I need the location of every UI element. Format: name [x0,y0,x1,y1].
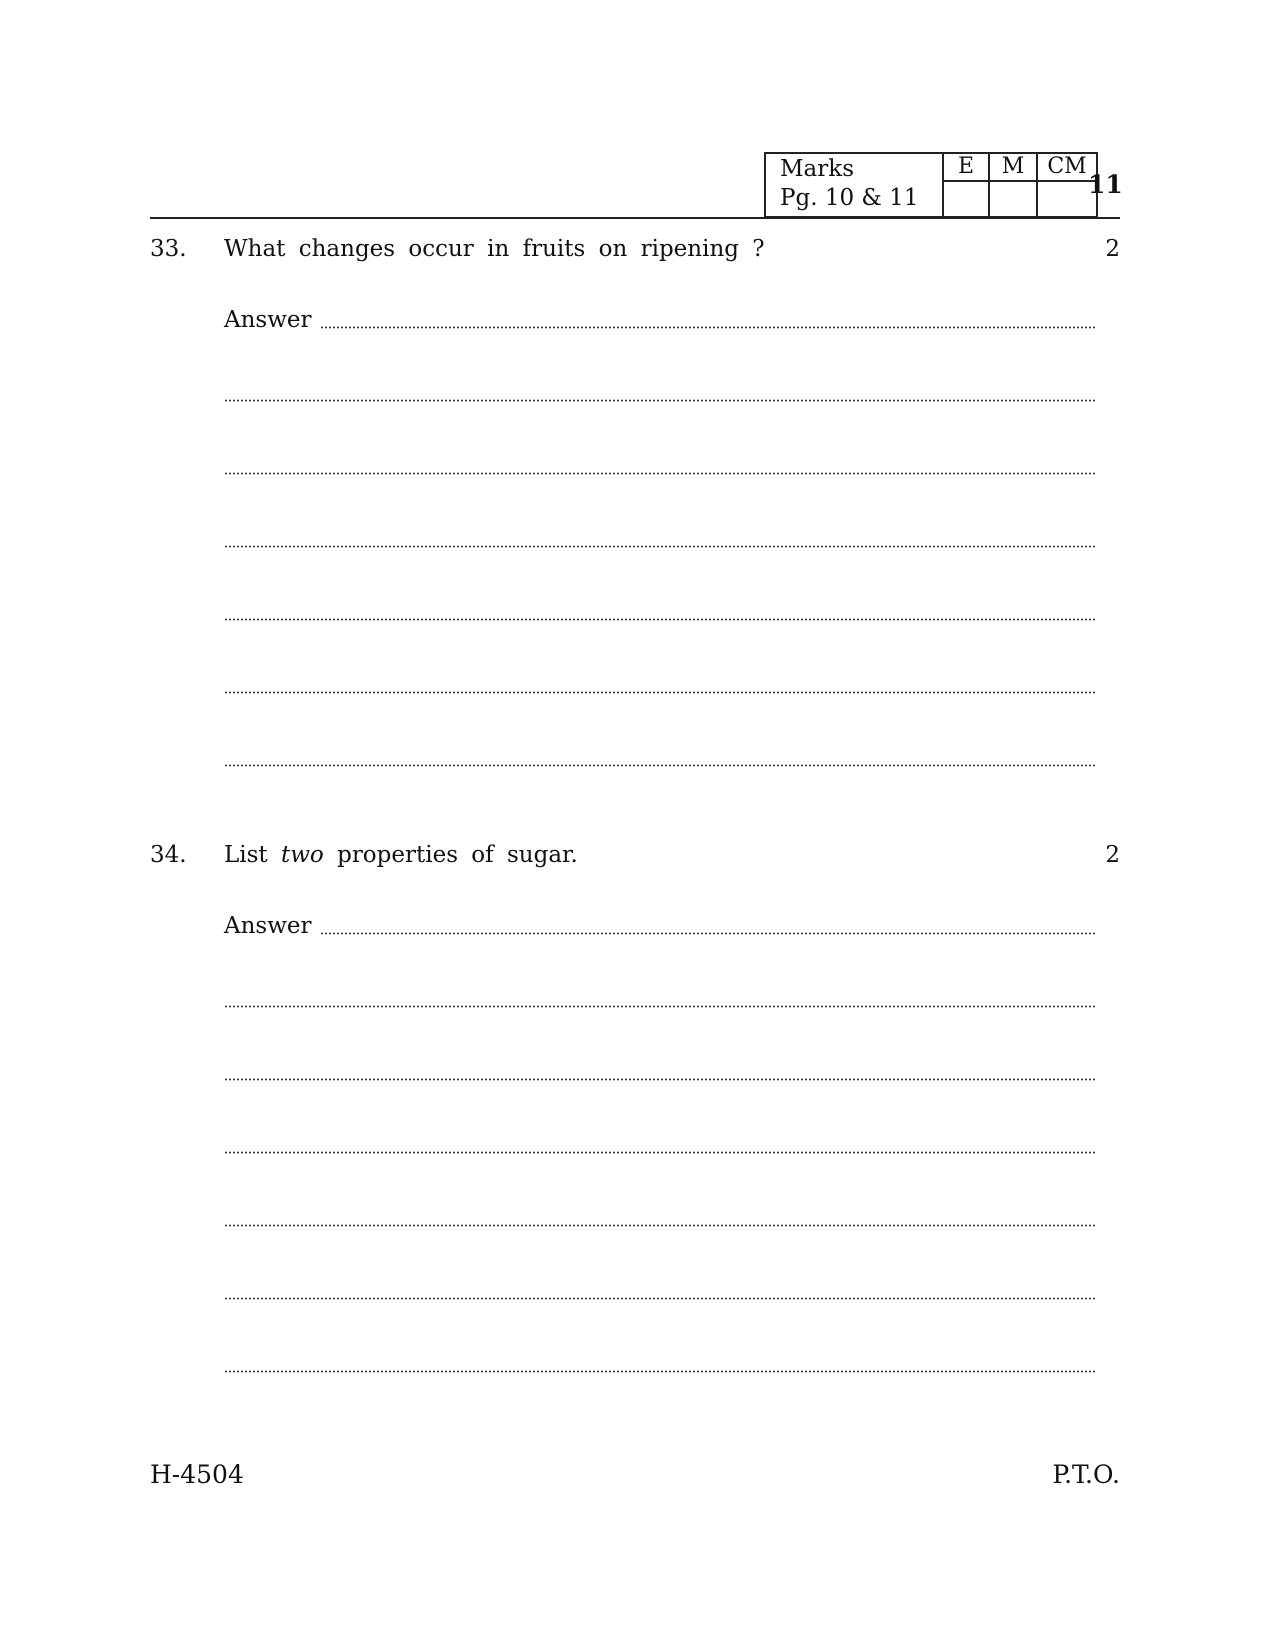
question-text-emphasis: two [281,842,324,868]
column-m-header: M [989,153,1037,181]
please-turn-over: P.T.O. [1052,1460,1120,1489]
answer-line[interactable] [224,1127,1096,1157]
header-divider [150,217,1120,219]
answer-line[interactable] [224,908,1096,938]
dotted-line [320,326,1096,329]
answer-line[interactable] [224,981,1096,1011]
answer-line[interactable] [224,594,1096,624]
column-cm-header: CM [1037,153,1097,181]
question-33 [150,236,1120,333]
dotted-line [224,1151,1096,1154]
marks-table [764,152,1098,218]
dotted-line [224,1078,1096,1081]
question-34 [150,842,1120,939]
question-text [224,842,578,868]
answer-line[interactable] [224,1054,1096,1084]
dotted-line [224,472,1096,475]
marks-label: Marks [780,156,854,182]
marks-pages: Pg. 10 & 11 [780,185,919,211]
dotted-line [224,545,1096,548]
dotted-line [224,618,1096,621]
question-text-start: List [224,842,268,868]
answer-line[interactable] [224,1200,1096,1230]
question-number: 34. [150,842,187,868]
answer-line[interactable] [224,667,1096,697]
dotted-line [224,1297,1096,1300]
answer-line[interactable] [224,740,1096,770]
question-row [150,236,1120,276]
answer-line[interactable] [224,302,1096,332]
page-number: 11 [1088,170,1123,199]
dotted-line [320,932,1096,935]
question-text: What changes occur in fruits on ripening ? [224,236,765,262]
answer-label: Answer [224,913,312,939]
answer-line[interactable] [224,1346,1096,1376]
question-row [150,842,1120,882]
dotted-line [224,1005,1096,1008]
answer-line[interactable] [224,521,1096,551]
question-marks: 2 [1105,236,1120,262]
dotted-line [224,1370,1096,1373]
dotted-line [224,691,1096,694]
dotted-line [224,764,1096,767]
dotted-line [224,399,1096,402]
marks-label-cell [765,153,943,217]
question-marks: 2 [1105,842,1120,868]
answer-line[interactable] [224,448,1096,478]
answer-line[interactable] [224,1273,1096,1303]
answer-label: Answer [224,307,312,333]
question-text-end: properties of sugar. [337,842,578,868]
answer-line[interactable] [224,375,1096,405]
paper-code: H-4504 [150,1460,244,1489]
question-number: 33. [150,236,187,262]
column-e-header: E [943,153,989,181]
column-m-entry[interactable] [989,181,1037,217]
dotted-line [224,1224,1096,1227]
column-e-entry[interactable] [943,181,989,217]
